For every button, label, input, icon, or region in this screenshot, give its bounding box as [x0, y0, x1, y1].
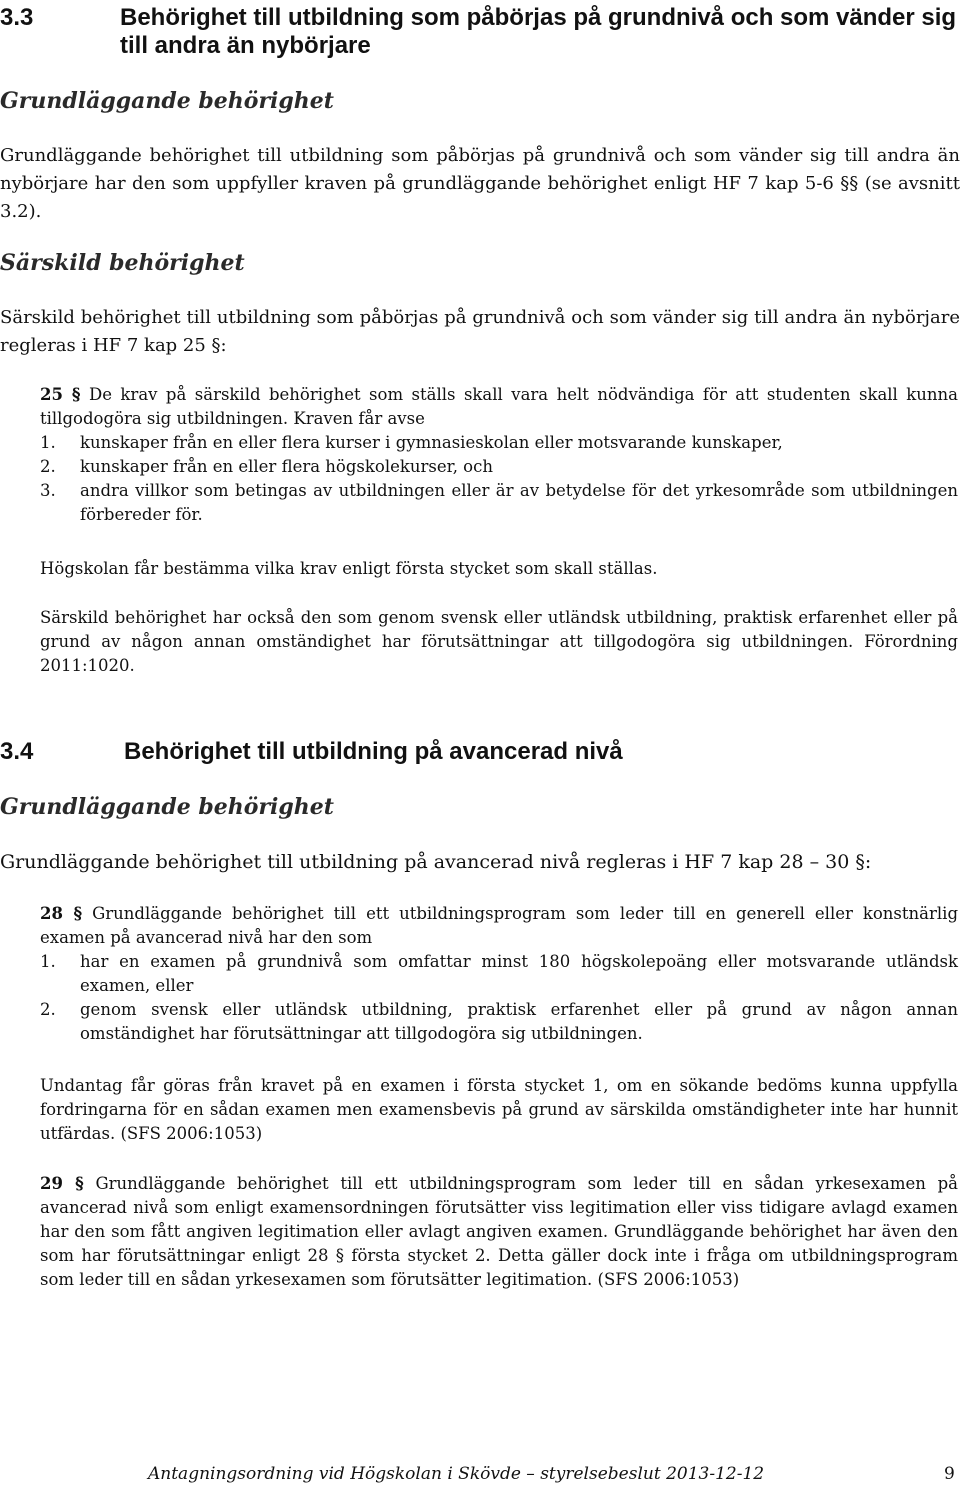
list-item — [40, 479, 958, 527]
paragraph-number: 25 § — [40, 385, 81, 404]
list-text: andra villkor som betingas av utbildningen eller är av betydelse för det yrkesområde som utbildningen förbereder för. — [80, 481, 958, 524]
law-quote-28 — [40, 902, 958, 1046]
list-text: genom svensk eller utländsk utbildning, praktisk erfarenhet eller på grund av någon annan omständighet har förutsättningar att tillgodogöra sig utbildningen. — [80, 1000, 958, 1043]
page-number: 9 — [944, 1464, 955, 1484]
section-title: Behörighet till utbildning på avancerad nivå — [124, 738, 623, 765]
section-number: 3.3 — [0, 4, 34, 31]
list-item — [40, 431, 958, 455]
section-3-3-heading — [0, 4, 960, 60]
list-number: 3. — [40, 481, 56, 500]
subheading-grundlaggande: Grundläggande behörighet — [0, 88, 334, 114]
quote-text: De krav på särskild behörighet som ställs skall vara helt nödvändiga för att studenten skall kunna tillgodogöra sig utbildningen. Kraven får avse — [40, 385, 958, 428]
quote-intro — [40, 383, 958, 431]
paragraph-number: 28 § — [40, 904, 83, 923]
list-text: har en examen på grundnivå som omfattar minst 180 högskolepoäng eller motsvarande utländsk examen, eller — [80, 952, 958, 995]
list-number: 1. — [40, 952, 56, 971]
page-footer: Antagningsordning vid Högskolan i Skövde – styrelsebeslut 2013-12-12 — [148, 1464, 765, 1484]
list-item — [40, 455, 958, 479]
paragraph-special-eligibility: Särskild behörighet till utbildning som påbörjas på grundnivå och som vänder sig till andra än nybörjare regleras i HF 7 kap 25 §: — [0, 307, 960, 356]
subheading-grundlaggande: Grundläggande behörighet — [0, 794, 334, 820]
subheading-sarskild: Särskild behörighet — [0, 250, 245, 276]
list-number: 1. — [40, 433, 56, 452]
section-number: 3.4 — [0, 738, 34, 765]
quote-paragraph: Undantag får göras från kravet på en examen i första stycket 1, om en sökande bedöms kunna uppfylla fordringarna för en sådan examen men examensbevis på grund av särskilda omständigheter inte har hunnit utfärdas. (SFS 2006:1053) — [40, 1076, 958, 1143]
quote-intro — [40, 902, 958, 950]
paragraph-basic-eligibility: Grundläggande behörighet till utbildning på avancerad nivå regleras i HF 7 kap 28 – 30 §: — [0, 851, 872, 873]
section-3-4-heading — [0, 738, 960, 768]
requirement-list — [40, 431, 958, 527]
quote-text: Grundläggande behörighet till ett utbildningsprogram som leder till en sådan yrkesexamen på avancerad nivå som enligt examensordningen förutsätter viss legitimation eller viss tidigare avlagd examen har den som fått angiven legitimation eller avlagt angiven examen. Grundläggande behörighet har även den som har förutsättningar enligt 28 § första stycket 2. Detta gäller dock inte i fråga om utbildningsprogram som leder till en sådan yrkesexamen som förutsätter legitimation. (SFS 2006:1053) — [40, 1174, 958, 1289]
section-title: Behörighet till utbildning som påbörjas på grundnivå och som vänder sig till andra än nybörjare — [120, 4, 957, 59]
quote-text: Grundläggande behörighet till ett utbildningsprogram som leder till en generell eller konstnärlig examen på avancerad nivå har den som — [40, 904, 959, 947]
quote-paragraph: Särskild behörighet har också den som genom svensk eller utländsk utbildning, praktisk erfarenhet eller på grund av någon annan omständighet har förutsättningar att tillgodogöra sig utbildningen. Förordning 2011:1020. — [40, 608, 958, 675]
paragraph-number: 29 § — [40, 1174, 84, 1193]
law-quote-25 — [40, 383, 958, 527]
paragraph-basic-eligibility: Grundläggande behörighet till utbildning som påbörjas på grundnivå och som vänder sig till andra än nybörjare har den som uppfyller kraven på grundläggande behörighet enligt HF 7 kap 5-6 §§ (se avsnitt 3.2). — [0, 145, 960, 222]
list-item — [40, 950, 958, 998]
list-text: kunskaper från en eller flera kurser i gymnasieskolan eller motsvarande kunskaper, — [80, 433, 783, 452]
list-item — [40, 998, 958, 1046]
list-number: 2. — [40, 457, 56, 476]
list-text: kunskaper från en eller flera högskolekurser, och — [80, 457, 493, 476]
quote-paragraph: Högskolan får bestämma vilka krav enligt första stycket som skall ställas. — [40, 559, 658, 578]
requirement-list — [40, 950, 958, 1046]
law-quote-29 — [40, 1172, 958, 1292]
list-number: 2. — [40, 1000, 56, 1019]
